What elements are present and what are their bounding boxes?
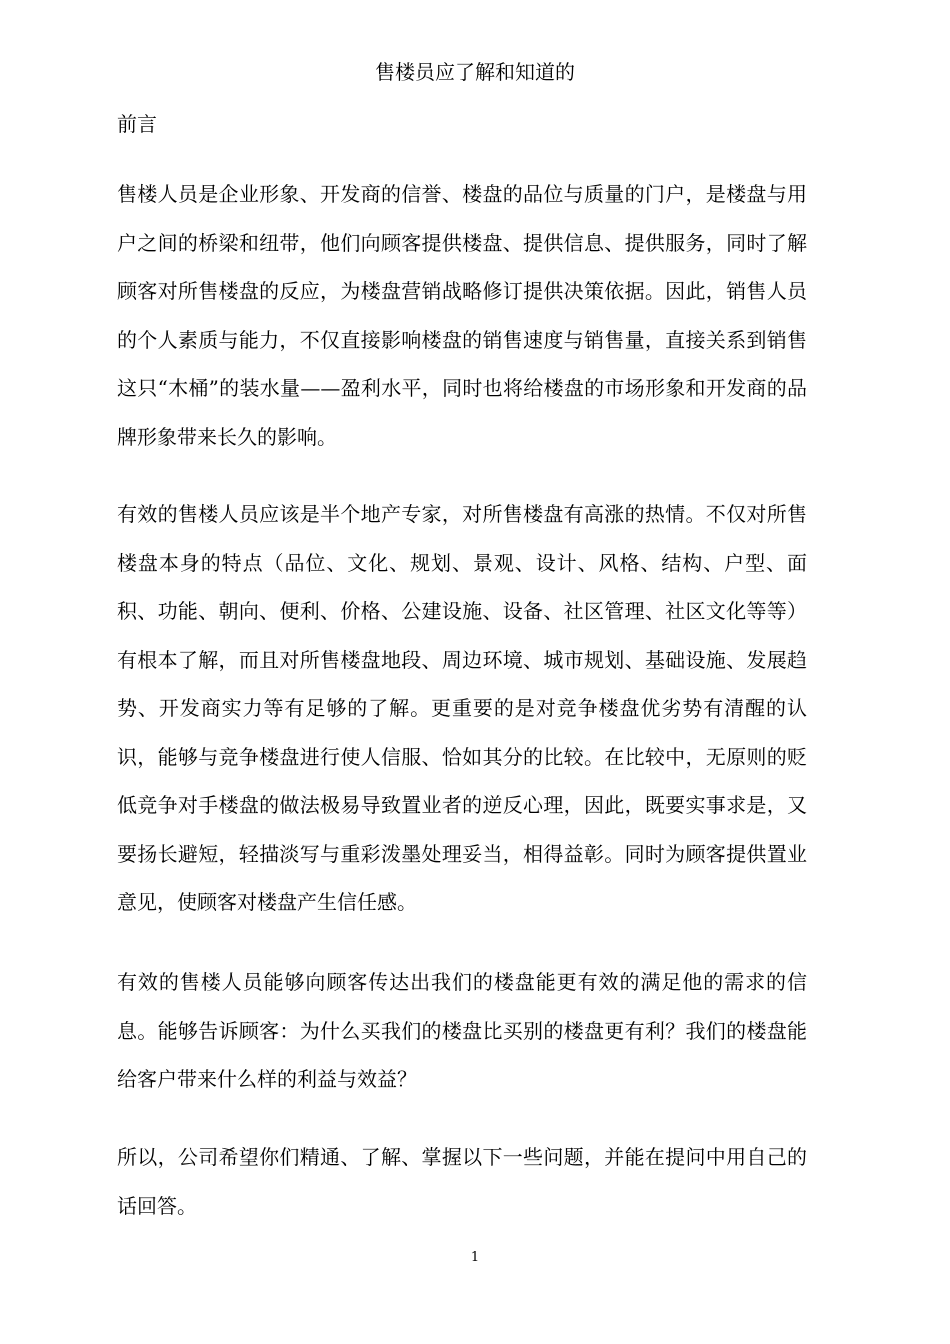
paragraph-3: 有效的售楼人员能够向顾客传达出我们的楼盘能更有效的满足他的需求的信息。能够告诉顾客：为什么买我们的楼盘比买别的楼盘更有利？我们的楼盘能给客户带来什么样的利益与效益？	[117, 970, 807, 1091]
paragraph-2: 有效的售楼人员应该是半个地产专家，对所售楼盘有高涨的热情。不仅对所售楼盘本身的特点（品位、文化、规划、景观、设计、风格、结构、户型、面积、功能、朝向、便利、价格、公建设施、设备、社区管理、社区文化等等）有根本了解，而且对所售楼盘地段、周边环境、城市规划、基础设施、发展趋势、开发商实力等有足够的了解。更重要的是对竞争楼盘优劣势有清醒的认识，能够与竞争楼盘进行使人信服、恰如其分的比较。在比较中，无原则的贬低竞争对手楼盘的做法极易导致置业者的逆反心理，因此，既要实事求是，又要扬长避短，轻描淡写与重彩泼墨处理妥当，相得益彰。同时为顾客提供置业意见，使顾客对楼盘产生信任感。	[117, 502, 807, 914]
page-number: 1	[470, 1250, 480, 1265]
section-heading: 前言	[117, 112, 157, 136]
paragraph-1: 售楼人员是企业形象、开发商的信誉、楼盘的品位与质量的门户，是楼盘与用户之间的桥梁和纽带，他们向顾客提供楼盘、提供信息、提供服务，同时了解顾客对所售楼盘的反应，为楼盘营销战略修订提供决策依据。因此，销售人员的个人素质与能力，不仅直接影响楼盘的销售速度与销售量，直接关系到销售这只“木桶”的装水量——盈利水平，同时也将给楼盘的市场形象和开发商的品牌形象带来长久的影响。	[117, 182, 807, 449]
paragraph-4: 所以，公司希望你们精通、了解、掌握以下一些问题，并能在提问中用自己的话回答。	[117, 1145, 807, 1218]
document-title: 售楼员应了解和知道的	[375, 60, 575, 84]
